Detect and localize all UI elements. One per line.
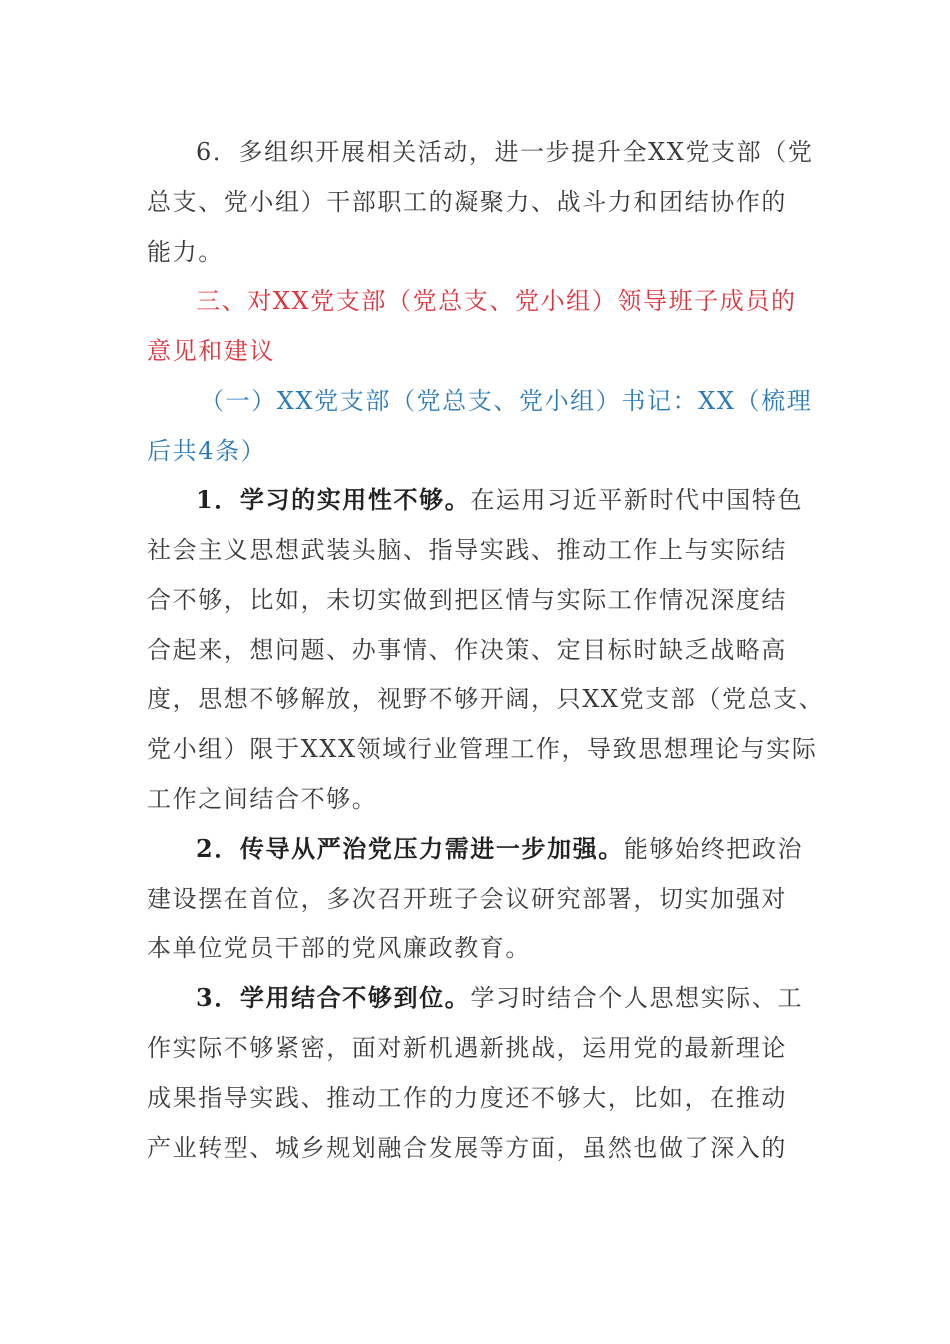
- subsection-1-heading-line-1: （一）XX党支部（党总支、党小组）书记：XX（梳理: [200, 387, 813, 415]
- item-3-text-start: 学习时结合个人思想实际、工: [470, 984, 804, 1012]
- paragraph-6-line-3: 能力。: [147, 238, 224, 266]
- item-3-title: 3．学用结合不够到位。: [196, 983, 471, 1012]
- item-1-line-1: [196, 485, 803, 515]
- section-3-heading-line-1: 三、对XX党支部（党总支、党小组）领导班子成员的: [196, 287, 797, 315]
- item-2-text-start: 能够始终把政治: [623, 835, 804, 863]
- item-2-line-3: 本单位党员干部的党风廉政教育。: [147, 934, 531, 962]
- item-1-line-6: 党小组）限于XXX领域行业管理工作，导致思想理论与实际: [147, 735, 818, 763]
- item-1-line-5: 度，思想不够解放，视野不够开阔，只XX党支部（党总支、: [147, 685, 825, 713]
- item-1-title: 1．学习的实用性不够。: [196, 485, 471, 514]
- subsection-1-heading-line-2: 后共4条）: [147, 437, 267, 465]
- item-1-line-7: 工作之间结合不够。: [147, 785, 378, 813]
- section-3-heading-line-2: 意见和建议: [147, 337, 275, 365]
- item-1-text-start: 在运用习近平新时代中国特色: [470, 486, 804, 514]
- paragraph-6-line-2: 总支、党小组）干部职工的凝聚力、战斗力和团结协作的: [147, 188, 787, 216]
- item-3-line-1: [196, 983, 803, 1013]
- item-1-line-4: 合起来，想问题、办事情、作决策、定目标时缺乏战略高: [147, 636, 787, 664]
- item-3-line-3: 成果指导实践、推动工作的力度还不够大，比如，在推动: [147, 1084, 787, 1112]
- item-2-title: 2．传导从严治党压力需进一步加强。: [196, 834, 624, 863]
- item-1-line-2: 社会主义思想武装头脑、指导实践、推动工作上与实际结: [147, 536, 787, 564]
- item-2-line-2: 建设摆在首位，多次召开班子会议研究部署，切实加强对: [147, 885, 787, 913]
- item-3-line-2: 作实际不够紧密，面对新机遇新挑战，运用党的最新理论: [147, 1034, 787, 1062]
- item-3-line-4: 产业转型、城乡规划融合发展等方面，虽然也做了深入的: [147, 1134, 787, 1162]
- paragraph-6-line-1: 6．多组织开展相关活动，进一步提升全XX党支部（党: [196, 138, 814, 166]
- item-1-line-3: 合不够，比如，未切实做到把区情与实际工作情况深度结: [147, 586, 787, 614]
- item-2-line-1: [196, 834, 803, 864]
